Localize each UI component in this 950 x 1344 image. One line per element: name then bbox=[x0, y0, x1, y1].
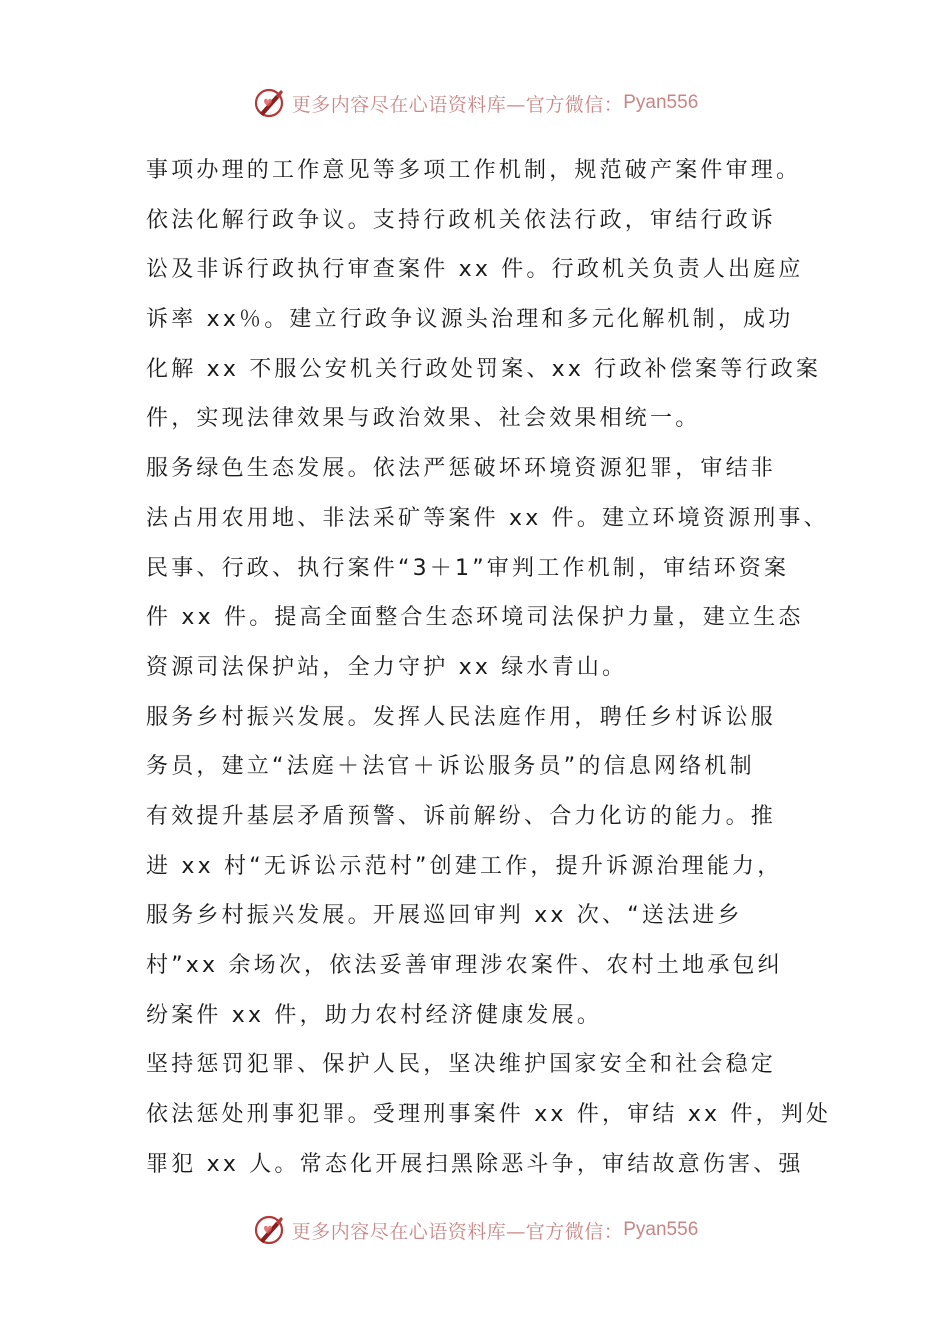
text-line: 有效提升基层矛盾预警、诉前解纷、合力化访的能力。推 bbox=[146, 803, 777, 829]
text-line: 服务乡村振兴发展。发挥人民法庭作用，聘任乡村诉讼服 bbox=[146, 704, 777, 730]
banner-text: 更多内容尽在心语资料库—官方微信： bbox=[291, 93, 624, 116]
pen-heart-logo-icon bbox=[252, 85, 288, 121]
text-line: 罪犯 xx 人。常态化开展扫黑除恶斗争，审结故意伤害、强 bbox=[146, 1151, 804, 1177]
text-line: 件，实现法律效果与政治效果、社会效果相统一。 bbox=[146, 406, 701, 432]
text-line: 民事、行政、执行案件“3＋1”审判工作机制，审结环资案 bbox=[146, 555, 790, 581]
text-line: 纷案件 xx 件，助力农村经济健康发展。 bbox=[146, 1002, 603, 1028]
banner-wechat-id: Pyan556 bbox=[623, 92, 699, 113]
text-line: 服务乡村振兴发展。开展巡回审判 xx 次、“送法进乡 bbox=[146, 903, 743, 929]
text-line: 讼及非诉行政执行审查案件 xx 件。行政机关负责人出庭应 bbox=[146, 257, 804, 283]
text-line: 依法惩处刑事犯罪。受理刑事案件 xx 件，审结 xx 件，判处 bbox=[146, 1102, 832, 1128]
document-body bbox=[146, 146, 846, 1189]
footer-watermark-banner bbox=[0, 1210, 950, 1250]
text-line: 依法化解行政争议。支持行政机关依法行政，审结行政诉 bbox=[146, 207, 777, 233]
pen-heart-logo-icon bbox=[252, 1212, 288, 1248]
text-line: 资源司法保护站，全力守护 xx 绿水青山。 bbox=[146, 654, 628, 680]
text-line: 法占用农用地、非法采矿等案件 xx 件。建立环境资源刑事、 bbox=[146, 505, 829, 531]
text-line: 件 xx 件。提高全面整合生态环境司法保护力量，建立生态 bbox=[146, 605, 804, 631]
text-line: 化解 xx 不服公安机关行政处罚案、xx 行政补偿案等行政案 bbox=[146, 356, 822, 382]
header-watermark-banner bbox=[0, 83, 950, 123]
banner-wechat-id: Pyan556 bbox=[623, 1219, 699, 1240]
text-line: 事项办理的工作意见等多项工作机制，规范破产案件审理。 bbox=[146, 158, 802, 183]
text-line: 诉率 xx％。建立行政争议源头治理和多元化解机制，成功 bbox=[146, 307, 794, 333]
text-line: 服务绿色生态发展。依法严惩破坏环境资源犯罪，审结非 bbox=[146, 456, 777, 482]
text-line: 进 xx 村“无诉讼示范村”创建工作，提升诉源治理能力， bbox=[146, 853, 783, 879]
text-line: 村”xx 余场次，依法妥善审理涉农案件、农村土地承包纠 bbox=[146, 953, 783, 978]
text-line: 坚持惩罚犯罪、保护人民，坚决维护国家安全和社会稳定 bbox=[146, 1052, 777, 1078]
text-line: 务员，建立“法庭＋法官＋诉讼服务员”的信息网络机制 bbox=[146, 754, 755, 780]
banner-text: 更多内容尽在心语资料库—官方微信： bbox=[291, 1220, 624, 1243]
